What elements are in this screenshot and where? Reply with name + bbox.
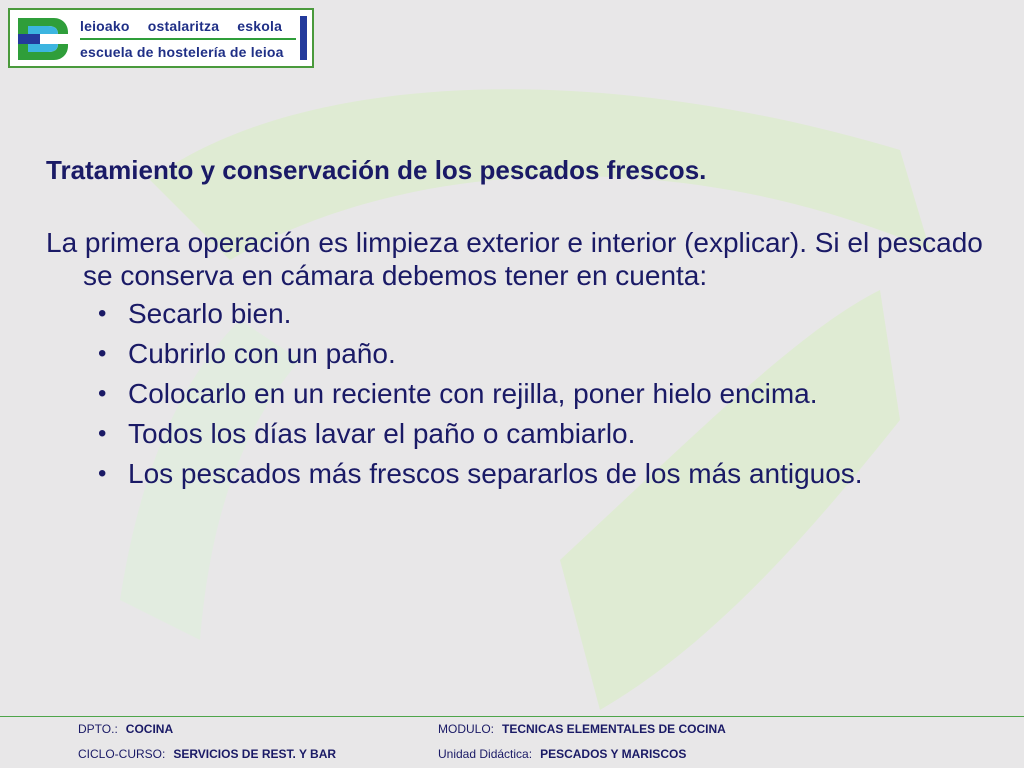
- slide-title: Tratamiento y conservación de los pescados frescos.: [46, 155, 707, 185]
- bullet-list: [46, 298, 996, 490]
- list-item: [46, 378, 996, 410]
- footer-divider: [0, 716, 1024, 717]
- list-item: [46, 418, 996, 450]
- bullet-text: Los pescados más frescos separarlos de los más antiguos.: [128, 458, 863, 489]
- logo-side-bar: [300, 16, 307, 60]
- bullet-text: Secarlo bien.: [128, 298, 292, 329]
- logo-text-spanish: escuela de hostelería de leioa: [80, 44, 284, 60]
- bullet-icon: •: [98, 460, 107, 487]
- logo-divider: [80, 38, 296, 40]
- bullet-icon: •: [98, 380, 107, 407]
- intro-paragraph: La primera operación es limpieza exterior e interior (explicar). Si el pescado se conserva en cámara debemos tener en cuenta:: [46, 227, 983, 291]
- footer-modulo-value: TECNICAS ELEMENTALES DE COCINA: [502, 722, 726, 736]
- footer-unidad-value: PESCADOS Y MARISCOS: [540, 747, 687, 761]
- school-logo: [8, 8, 314, 68]
- bullet-icon: •: [98, 340, 107, 367]
- logo-emblem-icon: [14, 14, 72, 64]
- footer-unidad: [438, 747, 686, 761]
- list-item: [46, 298, 996, 330]
- footer-unidad-label: Unidad Didáctica:: [438, 747, 533, 761]
- footer-ciclo: [78, 747, 336, 761]
- bullet-text: Todos los días lavar el paño o cambiarlo.: [128, 418, 636, 449]
- bullet-icon: •: [98, 300, 107, 327]
- footer-modulo-label: MODULO:: [438, 722, 495, 736]
- logo-text-basque: leioako ostalaritza eskola: [80, 18, 283, 34]
- bullet-text: Cubrirlo con un paño.: [128, 338, 396, 369]
- footer-modulo: [438, 722, 726, 736]
- footer-dpto-label: DPTO.:: [78, 722, 118, 736]
- list-item: [46, 338, 996, 370]
- bullet-text: Colocarlo en un reciente con rejilla, poner hielo encima.: [128, 378, 818, 409]
- footer-ciclo-label: CICLO-CURSO:: [78, 747, 166, 761]
- bullet-icon: •: [98, 420, 107, 447]
- slide-body: [46, 226, 996, 498]
- footer-dpto: [78, 722, 173, 736]
- list-item: [46, 458, 996, 490]
- footer-ciclo-value: SERVICIOS DE REST. Y BAR: [173, 747, 337, 761]
- footer-dpto-value: COCINA: [125, 722, 174, 736]
